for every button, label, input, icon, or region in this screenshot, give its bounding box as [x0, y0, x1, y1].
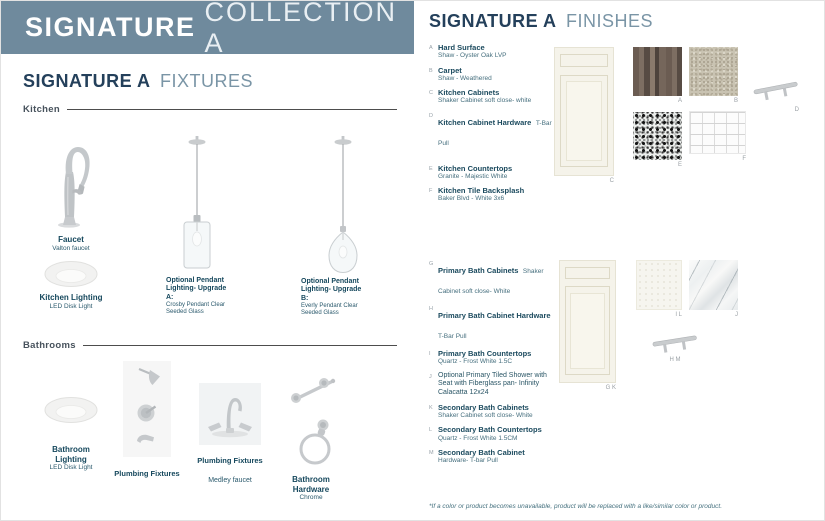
finish-item-kitchen-countertops: E Kitchen Countertops Granite - Majestic White [429, 163, 513, 180]
finish-item-carpet: B Carpet Shaw - Weathered [429, 65, 492, 82]
bathroom-faucet-image [199, 383, 261, 445]
kitchen-heading-rule [67, 109, 397, 110]
finish-letter: H [429, 306, 433, 312]
kitchen-lighting-name: Kitchen Lighting [39, 293, 103, 302]
pendant-a-caption [166, 277, 230, 317]
collection-title-bold: SIGNATURE [25, 12, 196, 42]
bathroom-disk-light-image [43, 393, 99, 427]
kitchen-faucet-caption [31, 235, 111, 252]
finish-item-secondary-bath-hardware: M Secondary Bath Cabinet Hardware- T-bar Pull [429, 447, 525, 465]
swatch-label-c: C [609, 178, 614, 184]
finish-item-optional-tiled-shower: J Optional Primary Tiled Shower with Seat with Fiberglass pan- Infinity Calacatta 12x24 [429, 371, 547, 396]
bathroom-lighting-caption [41, 445, 101, 472]
finishes-list-bath [429, 259, 555, 470]
finish-item-primary-bath-cabinets: G Primary Bath Cabinets Shaker Cabinet soft close- White [429, 259, 555, 299]
pendant-a-name: Optional Pendant Lighting- Upgrade A: [166, 277, 227, 301]
kitchen-lighting-caption [26, 293, 116, 310]
towel-ring-image [295, 416, 337, 468]
bathrooms-heading-rule [83, 345, 397, 346]
swatch-label-il: I L [675, 312, 682, 318]
finishes-list-kitchen [429, 43, 555, 209]
collection-header-banner [1, 0, 414, 58]
kitchen-disk-light-image [43, 257, 99, 291]
finish-letter: B [429, 67, 433, 74]
kitchen-faucet-desc: Valton faucet [52, 244, 90, 252]
swatch-label-d: D [794, 107, 799, 113]
swatch-label-hm: H M [669, 357, 681, 363]
swatch-carpet [689, 47, 738, 96]
shower-fixtures-caption [107, 469, 187, 478]
swatch-label-a: A [677, 98, 682, 104]
kitchen-faucet-name: Faucet [58, 235, 84, 244]
bathroom-hardware-desc: Chrome [299, 494, 323, 502]
swatch-label-gk: G K [605, 385, 616, 391]
finish-item-secondary-bath-cabinets: K Secondary Bath Cabinets Shaker Cabinet soft close- White [429, 402, 533, 420]
shower-fixtures-image [123, 361, 171, 457]
swatch-tbar-pull-bath [649, 329, 701, 357]
finish-letter: E [429, 165, 433, 172]
finish-letter: A [429, 45, 433, 51]
finish-letter: M [429, 449, 434, 456]
swatch-quartz [636, 260, 682, 310]
bathroom-lighting-name: Bathroom Lighting [52, 445, 90, 464]
towel-bar-image [287, 371, 339, 411]
bathrooms-heading [23, 340, 397, 351]
pendant-b-desc: Everly Pendant Clear Seeded Glass [301, 303, 358, 317]
finish-letter: G [429, 261, 434, 267]
swatch-marble-tile [689, 260, 738, 310]
disclaimer-note: *If a color or product becomes unavailable, product will be replaced with a like/similar color or product. [429, 503, 723, 510]
finish-letter: F [429, 188, 433, 194]
swatch-label-f: F [742, 156, 746, 162]
swatch-label-j: J [735, 312, 738, 318]
pendant-b-image [318, 134, 368, 279]
finish-letter: C [429, 90, 433, 96]
swatch-tbar-pull-kitchen [751, 75, 801, 105]
swatch-bath-cabinet-door [559, 260, 616, 383]
swatch-subway-tile [689, 111, 746, 154]
bathroom-hardware-name: Bathroom Hardware [292, 475, 330, 494]
bathroom-faucet-caption [197, 449, 263, 487]
bathroom-faucet-desc: Medley faucet [208, 477, 252, 485]
finishes-title-light: FINISHES [565, 11, 653, 31]
kitchen-lighting-desc: LED Disk Light [49, 302, 93, 310]
finish-item-primary-bath-countertops: I Primary Bath Countertops Quartz - Frost White 1.5C [429, 349, 532, 366]
pendant-b-name: Optional Pendant Lighting- Upgrade B: [301, 278, 362, 302]
finish-item-kitchen-cabinet-hardware: D Kitchen Cabinet Hardware T-Bar Pull [429, 111, 555, 151]
swatch-label-e: E [677, 162, 682, 168]
pendant-b-caption [301, 278, 365, 318]
finishes-title-bold: SIGNATURE A [429, 11, 557, 31]
swatch-label-b: B [733, 98, 738, 104]
bathroom-faucet-name: Plumbing Fixtures [197, 456, 263, 465]
finish-letter: D [429, 112, 433, 119]
shower-fixtures-name: Plumbing Fixtures [114, 469, 180, 478]
kitchen-heading [23, 104, 397, 115]
finish-letter: L [429, 427, 433, 434]
finish-item-secondary-bath-countertops: L Secondary Bath Countertops Quartz - Frost White 1.5CM [429, 425, 542, 442]
finish-letter: J [429, 373, 432, 380]
pendant-a-desc: Crosby Pendant Clear Seeded Glass [166, 302, 226, 316]
collection-title-light: COLLECTION A [204, 0, 398, 58]
swatch-granite [633, 112, 682, 160]
swatch-kitchen-cabinet-door [554, 47, 614, 176]
finish-item-primary-bath-hardware: H Primary Bath Cabinet Hardware T-Bar Pull [429, 304, 555, 344]
kitchen-faucet-image [39, 137, 101, 229]
finish-item-kitchen-cabinets: C Kitchen Cabinets Shaker Cabinet soft close- white [429, 88, 532, 105]
finishes-section-title [429, 11, 653, 32]
bathroom-hardware-caption [273, 475, 349, 502]
finish-letter: K [429, 404, 433, 411]
finish-item-hard-surface: A Hard Surface Shaw - Oyster Oak LVP [429, 43, 507, 60]
pendant-a-image [172, 134, 222, 274]
bathroom-lighting-desc: LED Disk Light [49, 464, 93, 472]
bathrooms-heading-label: Bathrooms [23, 340, 76, 351]
kitchen-heading-label: Kitchen [23, 104, 60, 115]
finish-letter: I [429, 351, 431, 357]
fixtures-title-light: FIXTURES [159, 71, 253, 91]
finish-item-kitchen-backsplash: F Kitchen Tile Backsplash Baker Blvd - White 3x6 [429, 186, 525, 203]
swatch-hard-surface [633, 47, 682, 96]
fixtures-title-bold: SIGNATURE A [23, 71, 151, 91]
fixtures-section-title [23, 71, 253, 92]
